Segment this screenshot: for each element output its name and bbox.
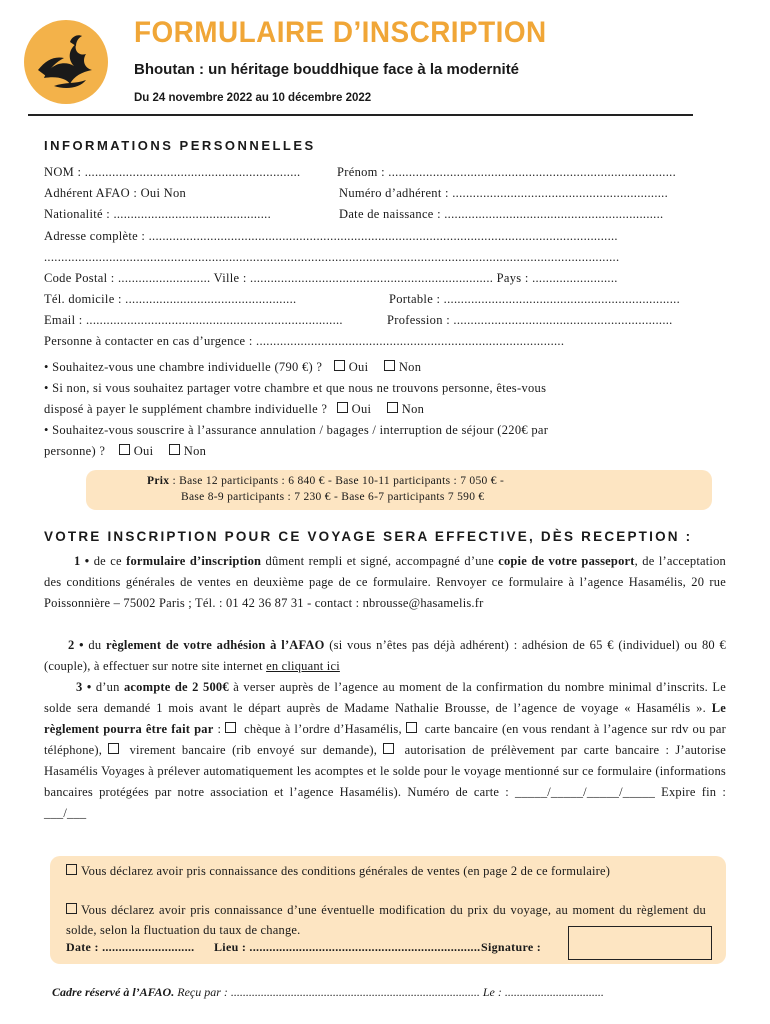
step-text: : bbox=[213, 722, 226, 736]
question-partage-line2 bbox=[44, 402, 424, 417]
signature-label: Signature : bbox=[481, 940, 542, 954]
inscription-step-2 bbox=[44, 635, 726, 677]
prix-line1-text: : Base 12 participants : 6 840 € - Base 10-11 participants : 7 050 € - bbox=[169, 475, 505, 487]
bird-logo-icon bbox=[24, 20, 108, 104]
declaration-text: Vous déclarez avoir pris connaissance des conditions générales de ventes (en page 2 de ce formulaire) bbox=[81, 864, 611, 878]
step-number: 2 • bbox=[68, 638, 89, 652]
step-emphasis: règlement de votre adhésion à l’AFAO bbox=[105, 638, 325, 652]
afao-reserved-line bbox=[52, 985, 604, 1000]
step-text: d’un bbox=[95, 680, 124, 694]
inscription-step-1 bbox=[44, 551, 726, 614]
nom-field[interactable]: NOM : ............................................................... bbox=[44, 165, 301, 179]
step-text: à verser auprès de l’agence au moment de la confirmation du nombre minimal d’inscrits. Le solde sera demandé 1 mois avant le départ auprès de Madame Nathalie Brousse, de l’agence de voyage « Hasamélis ». bbox=[44, 680, 726, 715]
date-field[interactable]: Date : ............................ bbox=[66, 940, 195, 954]
trip-subtitle: Bhoutan : un héritage bouddhique face à la modernité bbox=[134, 61, 520, 78]
question-text: disposé à payer le supplément chambre individuelle ? bbox=[44, 402, 328, 416]
prix-line1 bbox=[147, 475, 504, 487]
oui-label: Oui bbox=[351, 402, 372, 416]
adresse-field[interactable]: Adresse complète : ......................................................................................................................................... bbox=[44, 229, 618, 243]
nationalite-field[interactable]: Nationalité : .............................................. bbox=[44, 207, 272, 221]
step-number: 1 • bbox=[74, 554, 94, 568]
numero-adherent-field[interactable]: Numéro d’adhérent : ............................................................... bbox=[339, 186, 669, 200]
question-text: • Souhaitez-vous une chambre individuelle (790 €) ? bbox=[44, 360, 323, 374]
step-emphasis: copie de votre passeport bbox=[498, 554, 635, 568]
step-emphasis: acompte de 2 500€ bbox=[123, 680, 229, 694]
reserved-label: Cadre réservé à l’AFAO. bbox=[52, 985, 175, 999]
prenom-field[interactable]: Prénom : .................................................................................... bbox=[337, 165, 677, 179]
adresse-line2-field[interactable]: ........................................................................................................................................................................ bbox=[44, 250, 620, 264]
virement-checkbox[interactable] bbox=[108, 743, 119, 754]
step-emphasis: Le règlement pourra être fait par bbox=[44, 701, 726, 736]
email-field[interactable]: Email : ........................................................................... bbox=[44, 313, 343, 327]
urgence-contact-field[interactable]: Personne à contacter en cas d’urgence : .......................................................................................... bbox=[44, 334, 565, 348]
non-checkbox[interactable] bbox=[169, 444, 180, 455]
form-title: FORMULAIRE D’INSCRIPTION bbox=[134, 16, 547, 49]
step-text: du bbox=[88, 638, 106, 652]
prix-modification-checkbox[interactable] bbox=[66, 903, 77, 914]
inscription-heading: VOTRE INSCRIPTION POUR CE VOYAGE SERA EFFECTIVE, DÈS RECEPTION : bbox=[44, 529, 693, 544]
profession-field[interactable]: Profession : ................................................................ bbox=[387, 313, 673, 327]
step-emphasis: formulaire d’inscription bbox=[126, 554, 262, 568]
prix-label: Prix bbox=[147, 475, 170, 487]
oui-checkbox[interactable] bbox=[119, 444, 130, 455]
date-naissance-field[interactable]: Date de naissance : ................................................................ bbox=[339, 207, 664, 221]
tel-domicile-field[interactable]: Tél. domicile : .................................................. bbox=[44, 292, 297, 306]
oui-checkbox[interactable] bbox=[334, 360, 345, 371]
cheque-checkbox[interactable] bbox=[225, 722, 236, 733]
portable-field[interactable]: Portable : ..................................................................... bbox=[389, 292, 681, 306]
prelevement-checkbox[interactable] bbox=[383, 743, 394, 754]
oui-label: Oui bbox=[348, 360, 369, 374]
signature-box[interactable] bbox=[568, 926, 712, 960]
reserved-fields[interactable]: Reçu par : ................................................................................... Le : ................................. bbox=[174, 985, 604, 999]
question-assurance-line2 bbox=[44, 444, 206, 459]
inscription-step-3 bbox=[44, 677, 726, 824]
trip-dates: Du 24 novembre 2022 au 10 décembre 2022 bbox=[134, 92, 372, 104]
carte-label: carte bancaire (en vous rendant à l’agence sur rdv ou par téléphone), bbox=[44, 722, 726, 757]
cheque-label: chèque à l’ordre d’Hasamélis, bbox=[240, 722, 406, 736]
oui-label: Oui bbox=[133, 444, 154, 458]
declaration-1 bbox=[66, 861, 706, 881]
conditions-checkbox[interactable] bbox=[66, 864, 77, 875]
question-assurance-line1: • Souhaitez-vous souscrire à l’assurance annulation / bagages / interruption de séjour (220€ par bbox=[44, 423, 549, 437]
question-text: personne) ? bbox=[44, 444, 106, 458]
code-postal-ville-pays-field[interactable]: Code Postal : ........................... Ville : ....................................................................... Pays : ......................... bbox=[44, 271, 618, 285]
oui-checkbox[interactable] bbox=[337, 402, 348, 413]
non-checkbox[interactable] bbox=[384, 360, 395, 371]
question-partage-line1: • Si non, si vous souhaitez partager votre chambre et que nous ne trouvons personne, êtes-vous bbox=[44, 381, 547, 395]
non-checkbox[interactable] bbox=[387, 402, 398, 413]
declaration-text: Vous déclarez avoir pris connaissance d’une éventuelle modification du prix du voyage, au moment du règlement du solde, selon la fluctuation du taux de change. bbox=[66, 903, 706, 937]
personal-info-heading: INFORMATIONS PERSONNELLES bbox=[44, 138, 316, 153]
step-text: dûment rempli et signé, accompagné d’une bbox=[261, 554, 499, 568]
virement-label: virement bancaire (rib envoyé sur demande), bbox=[123, 743, 384, 757]
afao-logo bbox=[24, 20, 108, 104]
adherent-field[interactable]: Adhérent AFAO : Oui Non bbox=[44, 186, 187, 200]
carte-checkbox[interactable] bbox=[406, 722, 417, 733]
step-text: de ce bbox=[93, 554, 127, 568]
header-divider bbox=[28, 114, 693, 116]
step-text: (si vous n’êtes pas déjà adhérent) : adhésion de 65 € (individuel) ou 80 € (couple), à effectuer sur notre site internet bbox=[44, 638, 726, 673]
step-number: 3 • bbox=[76, 680, 96, 694]
question-chambre-individuelle bbox=[44, 360, 421, 375]
adhesion-link[interactable]: en cliquant ici bbox=[266, 659, 340, 673]
step-text: , de l’acceptation des conditions générales de ventes en deuxième page de ce formulaire. Renvoyer ce formulaire à l’agence Hasamélis, 20 rue Poissonnière – 75002 Paris ; Tél. : 01 42 36 87 31 - contact : nbrousse@hasamelis.fr bbox=[44, 554, 726, 610]
prelevement-label: autorisation de prélèvement par carte bancaire : J’autorise Hasamélis Voyages à prélever automatiquement les acomptes et le solde pour le voyage mentionné sur ce formulaire (informations bancaires protégées par notre association et l’agence Hasamélis). Numéro de carte : _____/_____/_____/_____ Expire fin : ___/___ bbox=[44, 743, 726, 820]
non-label: Non bbox=[398, 360, 422, 374]
non-label: Non bbox=[183, 444, 207, 458]
non-label: Non bbox=[401, 402, 425, 416]
lieu-field[interactable]: Lieu : ...................................................................... bbox=[214, 940, 481, 954]
prix-line2: Base 8-9 participants : 7 230 € - Base 6-7 participants 7 590 € bbox=[181, 491, 485, 503]
